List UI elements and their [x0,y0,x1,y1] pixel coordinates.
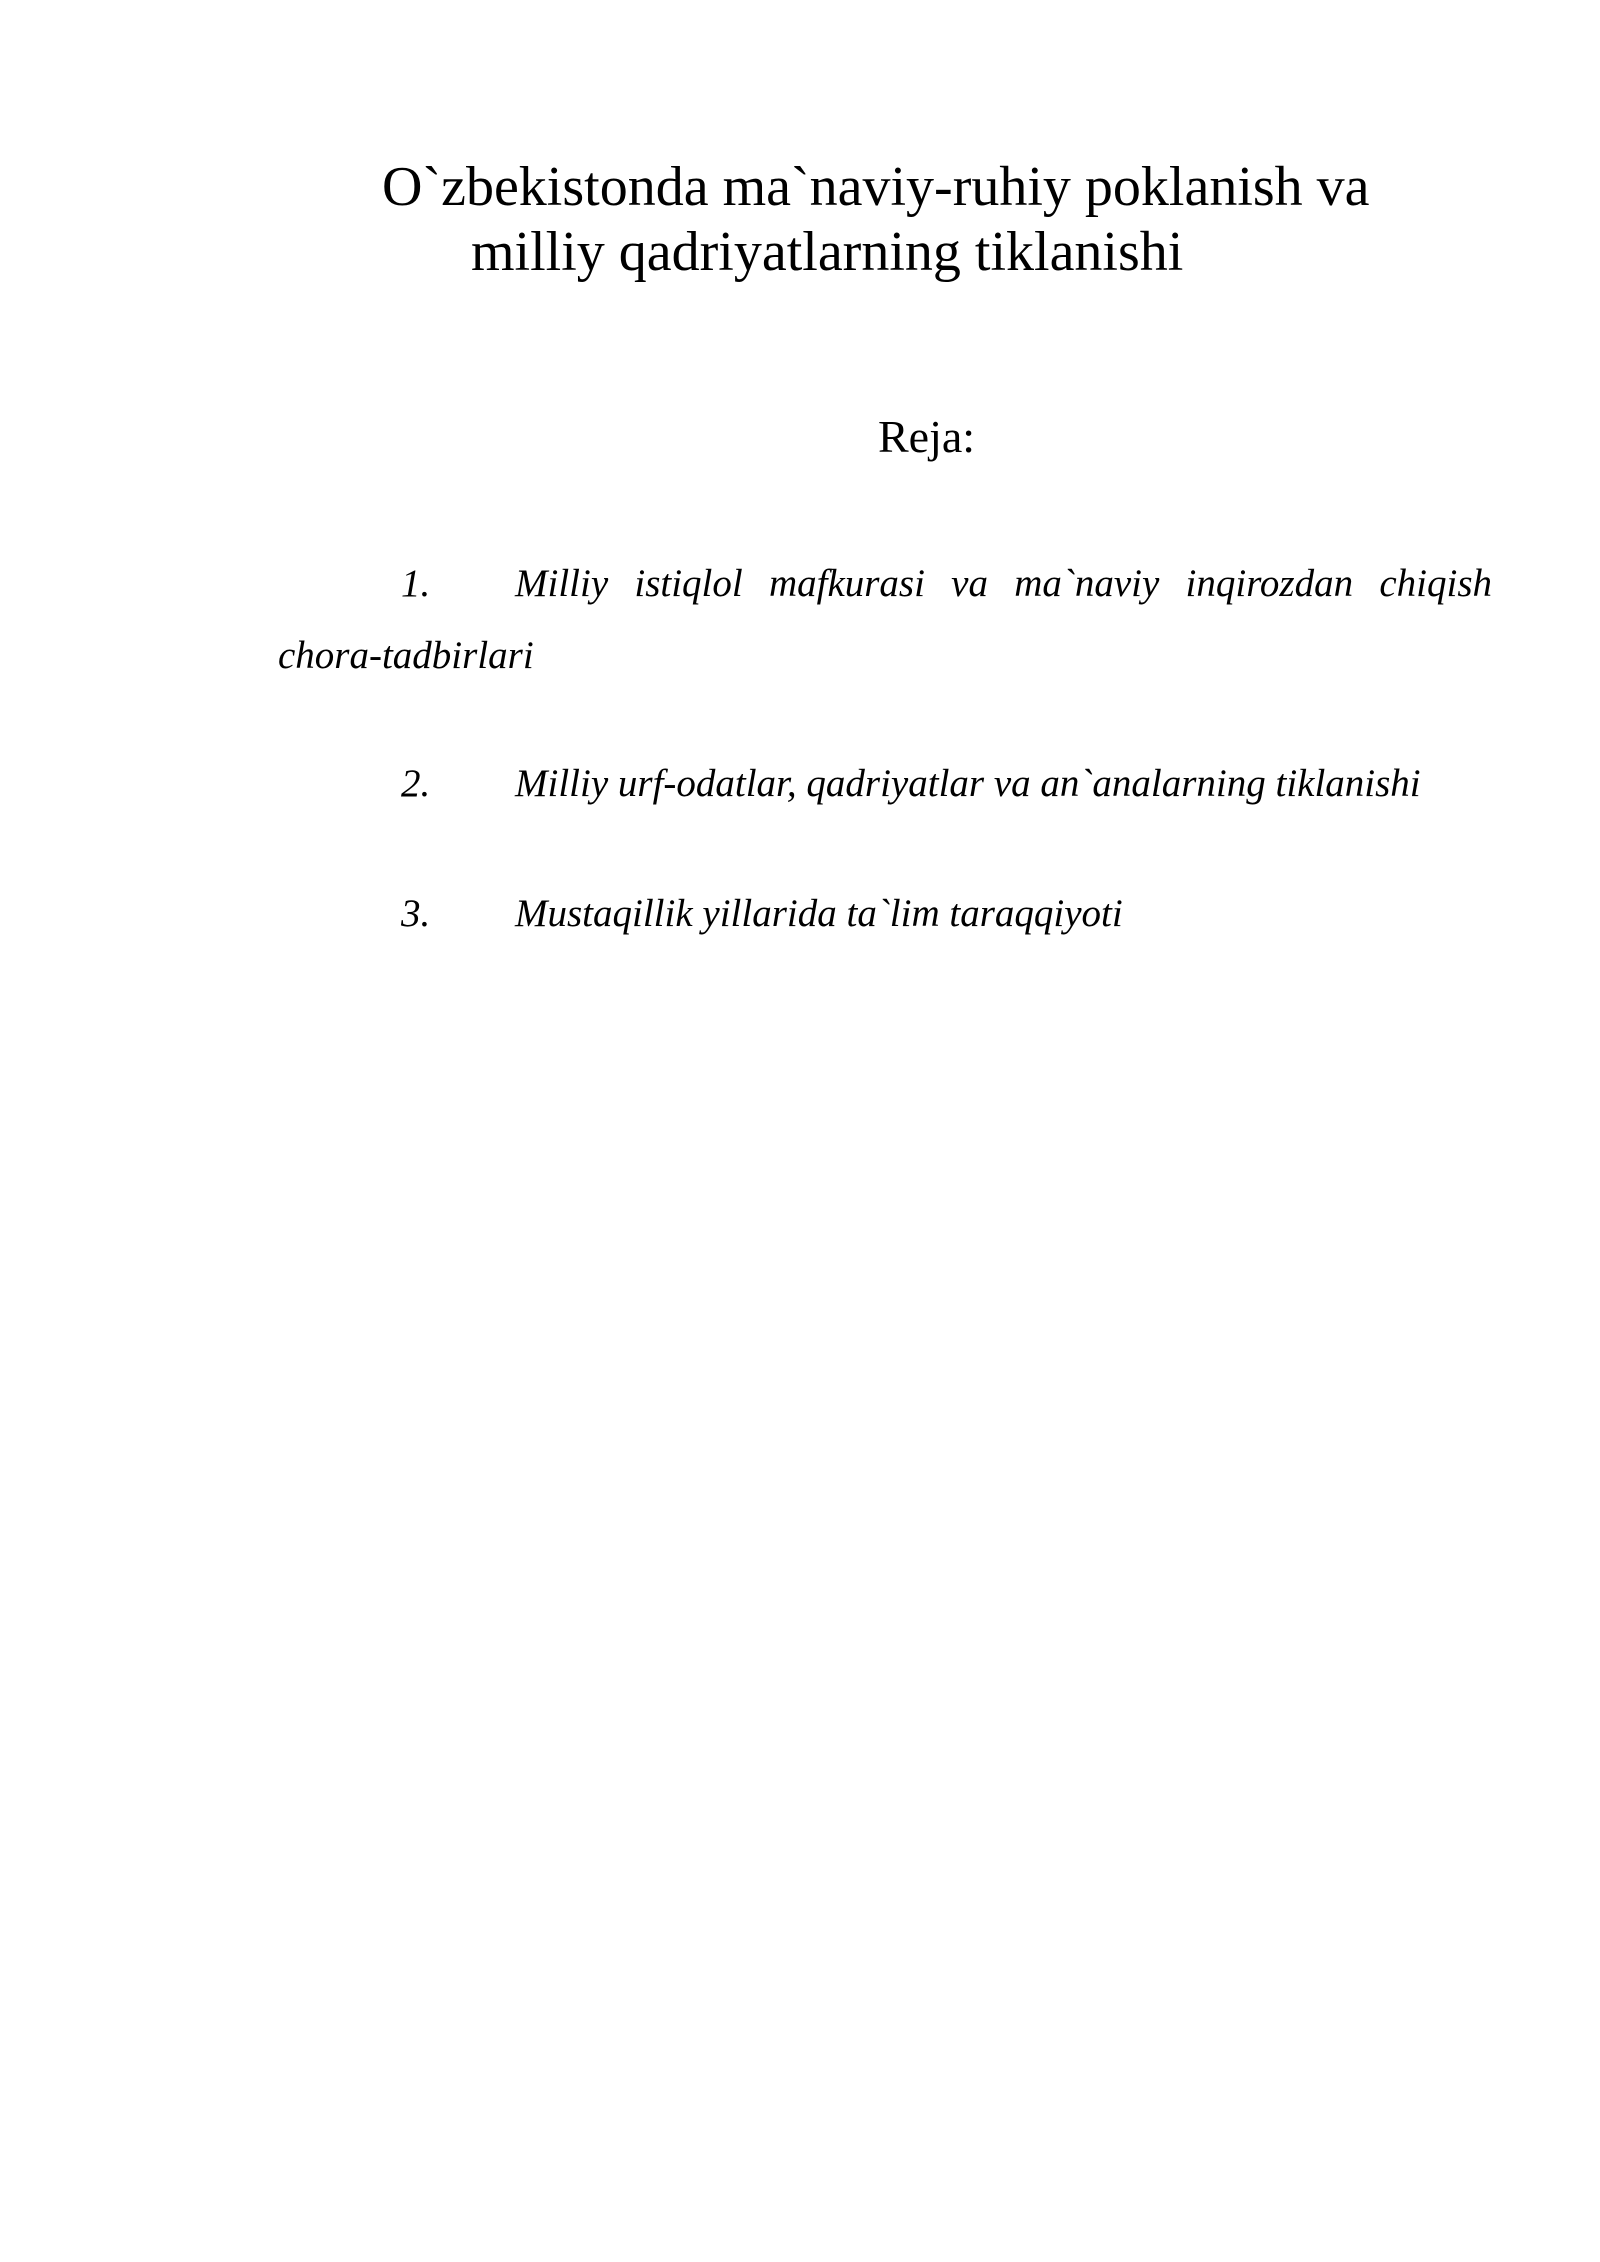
plan-item-3 [278,878,1492,950]
plan-item-text: Milliy urf-odatlar, qadriyatlar va an`analarning tiklanishi [515,762,1421,805]
plan-item-number: 3. [401,892,431,935]
document-title [0,155,1600,285]
plan-heading: Reja: [878,411,976,462]
plan-item-1 [278,548,1492,692]
plan-item-text: Milliy istiqlol mafkurasi va ma`naviy inqirozdan chiqish chora-tadbirlari [278,562,1492,677]
plan-item-text: Mustaqillik yillarida ta`lim taraqqiyoti [515,892,1123,935]
plan-item-2 [278,748,1492,820]
plan-list [278,548,1492,950]
plan-item-number: 2. [401,762,431,805]
title-line-1: O`zbekistonda ma`naviy-ruhiy poklanish va [382,156,1370,218]
plan-item-number: 1. [401,562,431,605]
title-line-2: milliy qadriyatlarning tiklanishi [471,221,1184,283]
